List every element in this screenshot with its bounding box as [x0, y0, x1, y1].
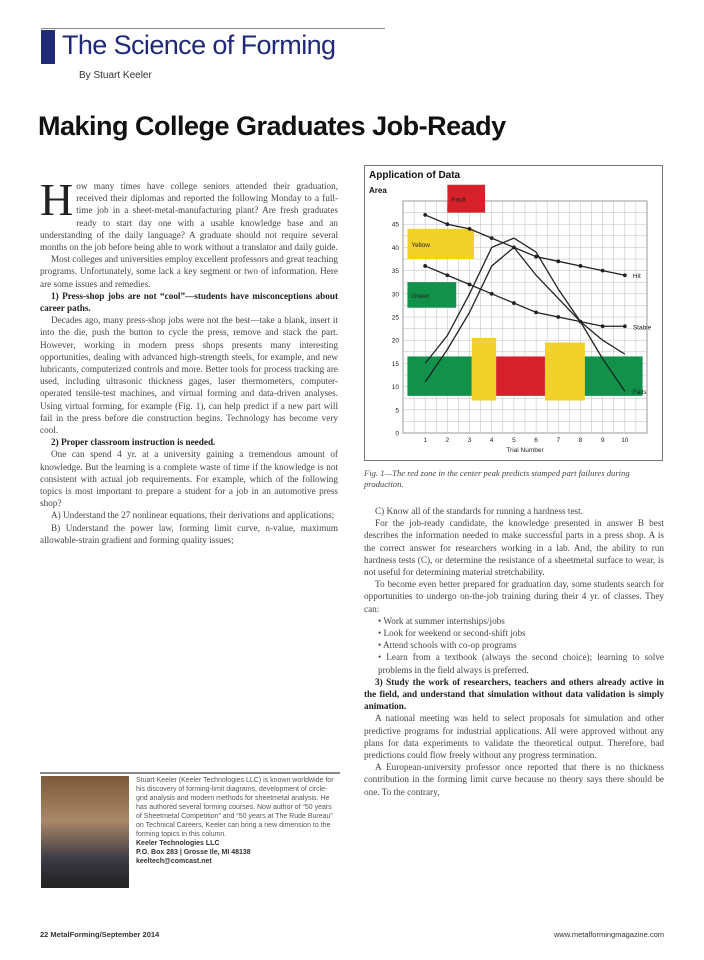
x-tick-label: 8: [578, 437, 583, 444]
paragraph-text: A national meeting was held to select proposals for simulation and other predictive programs for industrial applications. All were approved without any plans for data experiments to validate the theoretical output. Therefore, bad predictions could flow freely without any progress termination.: [364, 713, 664, 761]
data-point: [534, 310, 538, 314]
paragraph-text: To become even better prepared for graduation day, some students search for opportunities to undergo on-the-job training during their 4 yr. of classes. They can:: [364, 579, 664, 614]
y-tick-label: 35: [391, 268, 399, 276]
paragraph-text: A European-university professor once reported that there is no thickness contribution in the forming limit curve because no theory says there should be one. To the contrary,: [364, 762, 664, 797]
data-point: [556, 315, 560, 319]
zone-block: [545, 343, 585, 401]
right-paragraph: [364, 578, 664, 615]
left-paragraph: [40, 509, 338, 521]
zone-block: [496, 356, 545, 395]
paragraph-text: One can spend 4 yr. at a university gaining a tremendous amount of knowledge. But the learning is a complete waste of time if the knowledge is not consistent with actual job requirements. For example, which of the following topics is most important to prepare a student for a job in an automotive press shop?: [40, 449, 338, 509]
paragraph-text: B) Understand the power law, forming limit curve, n-value, maximum allowable-strain gradient and forming quality issues;: [40, 522, 338, 545]
left-paragraph: [40, 448, 338, 509]
y-tick-label: 20: [391, 337, 399, 345]
data-point: [490, 236, 494, 240]
article-headline: Making College Graduates Job-Ready: [38, 111, 506, 141]
data-point: [601, 269, 605, 273]
author-email[interactable]: keeltech@comcast.net: [136, 858, 212, 865]
series-label: Fails: [632, 389, 647, 397]
data-point: [512, 301, 516, 305]
zone-block: [472, 338, 496, 401]
author-address: P.O. Box 283 | Grosse Ile, MI 48138: [136, 849, 251, 856]
paragraph-text: Decades ago, many press-shop jobs were not the best—take a blank, insert it into the die, push the button to cycle the press, remove and stack the part. However, working in modern press shops presents many interesting opportunities, dealing with advanced high-strength steels, for example, and new lubricants, computerized controls and more. Better tools for process tracking are used, including ultrasonic thickness gages, laser thermometers, computer-operated tensile-test machines, and virtual forming and data-driven analyses. Using virtual forming, for example (Fig. 1), can help predict if a new part will fail in the press before die construction begins. Technology has become very cool.: [40, 315, 338, 436]
y-axis-label: Area: [369, 186, 387, 195]
y-tick-label: 45: [391, 221, 399, 229]
data-point: [423, 213, 427, 217]
paragraph-text: A) Understand the 27 nonlinear equations, their derivations and applications;: [51, 510, 335, 521]
left-paragraph: [40, 522, 338, 546]
left-paragraph: [40, 180, 338, 253]
right-paragraph: [364, 615, 664, 627]
left-paragraph: [40, 314, 338, 436]
zone-label: Fault: [451, 196, 466, 204]
paragraph-text: Most colleges and universities employ excellent professors and great teaching programs. Unfortunately, some lack a key segment or two of information. Here are some issues and remedies.: [40, 254, 338, 289]
chart-title: Application of Data: [369, 170, 461, 181]
header-accent-bar: [41, 30, 55, 64]
paragraph-text: 3) Study the work of researchers, teachers and others already active in the field, and understand that simulation without data validation is simply animation.: [364, 676, 664, 712]
drop-cap: H: [40, 180, 74, 225]
paragraph-text: 1) Press-shop jobs are not “cool”—students have misconceptions about career paths.: [40, 290, 338, 314]
header-rule: [41, 28, 385, 29]
x-tick-label: 2: [445, 437, 450, 444]
author-bio: [136, 776, 336, 866]
x-tick-label: 9: [600, 437, 605, 444]
paragraph-text: • Look for weekend or second-shift jobs: [378, 628, 526, 639]
paragraph-text: For the job-ready candidate, the knowledge presented in answer B best describes the information needed to make successful parts in a press shop. A is the correct answer for researchers working in a lab. And, the ability to run hardness tests (C), or determine the resistance of a sheetmetal surface to wear, is not useful for determining material stretchability.: [364, 518, 664, 578]
x-tick-label: 3: [467, 437, 472, 444]
column-title: The Science of Forming: [62, 30, 336, 60]
right-paragraph: [364, 761, 664, 798]
right-paragraph: [364, 627, 664, 639]
x-tick-label: 7: [556, 437, 561, 444]
x-tick-label: 5: [512, 437, 516, 444]
y-tick-label: 25: [391, 314, 399, 322]
author-company: Keeler Technologies LLC: [136, 840, 220, 847]
data-point: [601, 324, 605, 328]
data-point: [468, 227, 472, 231]
x-axis-label: Trial Number: [506, 447, 544, 454]
zone-label: Yellow: [411, 241, 430, 249]
bio-rule: [40, 772, 340, 774]
data-point: [490, 292, 494, 296]
author-bio-text: Stuart Keeler (Keeler Technologies LLC) is known worldwide for his discovery of forming-limit diagrams, development of circle-grid analysis and modern methods for sheetmetal analysis. He has authored several forming courses. Now author of “50 years of Sheetmetal Competition” and “50 years at The Rude Bureau” on Technical Careers, Keeler can bring a new dimension to the forming topics in this column.: [136, 777, 334, 838]
data-point: [623, 324, 627, 328]
y-tick-label: 30: [391, 291, 399, 299]
x-tick-label: 1: [423, 437, 427, 444]
right-paragraph: [364, 505, 664, 517]
series-label: Stable: [632, 324, 652, 332]
left-paragraph: [40, 253, 338, 290]
right-paragraph: [364, 517, 664, 578]
figure-chart: [364, 165, 663, 461]
paragraph-text: • Attend schools with co-op programs: [378, 640, 517, 651]
y-tick-label: 5: [395, 407, 399, 415]
x-tick-label: 6: [534, 437, 538, 444]
right-paragraph: [364, 639, 664, 651]
y-tick-label: 40: [391, 244, 399, 252]
right-paragraph: [364, 676, 664, 713]
right-body-column: [364, 505, 664, 930]
right-paragraph: [364, 651, 664, 675]
byline: By Stuart Keeler: [79, 70, 152, 81]
x-tick-label: 10: [621, 437, 629, 444]
figure-caption: Fig. 1—The red zone in the center peak predicts stamped part failures during production.: [364, 468, 630, 489]
data-point: [556, 259, 560, 263]
data-point: [579, 264, 583, 268]
zone-block: [407, 356, 471, 395]
left-paragraph: [40, 436, 338, 448]
zone-label: Green: [411, 292, 430, 300]
paragraph-text: 2) Proper classroom instruction is needed.: [51, 437, 216, 448]
chart-svg: [365, 166, 662, 460]
data-point: [445, 222, 449, 226]
paragraph-text: ow many times have college seniors attended their graduation, received their diplomas and reported the following Monday to a full-time job in a sheet-metal-manufacturing plant? Are fresh graduates ready to start day one with a usable knowledge base and an understanding of the daily language? A graduate should not require several months on the job before being able to work without a translator and daily guide.: [40, 181, 338, 253]
paragraph-text: C) Know all of the standards for running a hardness test.: [375, 506, 583, 516]
data-point: [623, 273, 627, 277]
paragraph-text: • Work at summer internships/jobs: [378, 615, 505, 626]
y-tick-label: 10: [391, 384, 399, 392]
data-point: [445, 273, 449, 277]
y-tick-label: 15: [391, 360, 399, 368]
data-point: [468, 283, 472, 287]
left-paragraph: [40, 290, 338, 314]
right-paragraph: [364, 712, 664, 761]
x-tick-label: 4: [489, 437, 494, 444]
footer-url[interactable]: www.metalformingmagazine.com: [553, 930, 664, 939]
footer-page-info: 22 MetalForming/September 2014: [40, 930, 160, 939]
left-body-column: [40, 180, 338, 732]
paragraph-text: • Learn from a textbook (always the second choice); learning to solve problems in the field always is preferred.: [378, 652, 664, 675]
author-photo: [41, 776, 129, 888]
y-tick-label: 0: [395, 430, 399, 438]
data-point: [423, 264, 427, 268]
series-label: Hit: [632, 273, 641, 281]
